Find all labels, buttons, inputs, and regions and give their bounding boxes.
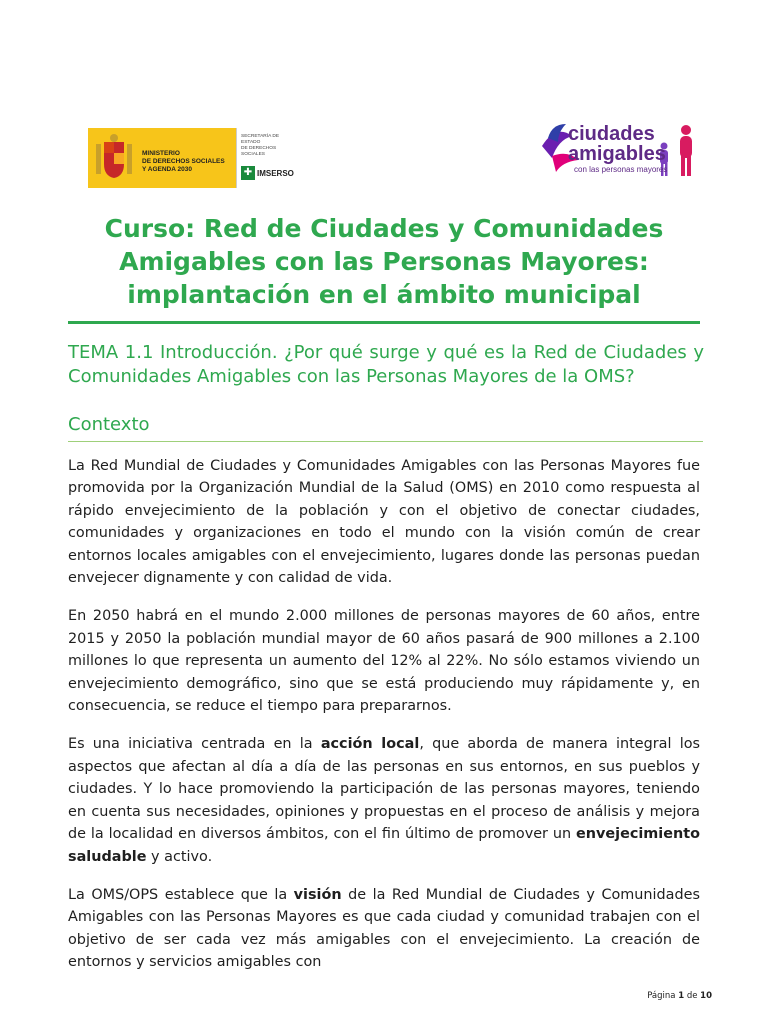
course-title-line: Amigables con las Personas Mayores:: [119, 247, 649, 276]
ciudades-logo-line3: con las personas mayores: [574, 165, 668, 174]
bold-accion-local: acción local: [320, 736, 420, 753]
paragraph: Es una iniciativa centrada en la acción local, que aborda de manera integral los aspectos que afectan al día a día de las personas en sus entornos, en sus pueblos y ciudades. Y lo hace promoviendo la participación de las personas mayores, teniendo en cuenta sus necesidades, opiniones y propuestas en el proceso de análisis y mejora de la localidad en diversos ámbitos, con el fin último de promover un envejecimiento saludable y activo.: [68, 736, 701, 865]
title-divider: [68, 321, 700, 324]
section-divider: [68, 441, 703, 442]
imserso-label: IMSERSO: [257, 168, 294, 178]
imserso-logo: [236, 128, 299, 188]
paragraph: La OMS/OPS establece que la visión de la Red Mundial de Ciudades y Comunidades Amigables con las Personas Mayores es que cada ciudad y comunidad trabajen con el objetivo de ser cada vez más amigables con el envejecimiento. La creación de entornos y servicios amigables con: [68, 886, 700, 971]
ciudades-logo-line1: ciudades: [568, 123, 655, 145]
coat-of-arms-icon: [88, 128, 140, 188]
ciudades-amigables-logo: [540, 94, 710, 194]
paragraph: En 2050 habrá en el mundo 2.000 millones de personas mayores de 60 años, entre 2015 y 2050 la población mundial mayor de 60 años pasará de 900 millones a 2.100 millones lo que representa un aumento del 12% al 22%. No sólo estamos viviendo un envejecimiento demográfico, sino que se está produciendo muy rápidamente y, en consecuencia, se reduce el tiempo para prepararnos.: [68, 608, 700, 715]
course-title: [60, 212, 708, 311]
page-footer: [647, 991, 712, 1001]
page-of: de: [686, 991, 698, 1001]
ministry-text: MINISTERIO DE DERECHOS SOCIALES Y AGENDA 2030: [142, 150, 225, 173]
course-title-line: implantación en el ámbito municipal: [127, 280, 641, 309]
page-total: 10: [700, 991, 712, 1001]
page-label: Página: [647, 991, 676, 1001]
body-text: [68, 455, 700, 990]
header: [88, 123, 708, 198]
bold-vision: visión: [293, 886, 342, 903]
secretaria-text: SECRETARÍA DE ESTADO DE DERECHOS SOCIALES: [241, 134, 280, 157]
paragraph: La Red Mundial de Ciudades y Comunidades Amigables con las Personas Mayores fue promovida por la Organización Mundial de la Salud (OMS) en 2010 como respuesta al rápido envejecimiento de la población y con el objetivo de conectar ciudades, comunidades y organizaciones en todo el mundo con la visión común de crear entornos locales amigables con el envejecimiento, lugares donde las personas puedan envejecer dignamente y con calidad de vida.: [68, 458, 700, 587]
tema-heading: TEMA 1.1 Introducción. ¿Por qué surge y qué es la Red de Ciudades y Comunidades Amigables con las Personas Mayores de la OMS?: [68, 342, 704, 387]
page-number: 1: [678, 991, 685, 1001]
course-title-line: Curso: Red de Ciudades y Comunidades: [104, 214, 664, 243]
imserso-icon: ✚: [241, 166, 255, 180]
section-heading-contexto: Contexto: [68, 414, 150, 435]
bold-envejecimiento-saludable: envejecimiento saludable: [68, 826, 700, 865]
ciudades-logo-line2: amigables: [568, 143, 666, 165]
